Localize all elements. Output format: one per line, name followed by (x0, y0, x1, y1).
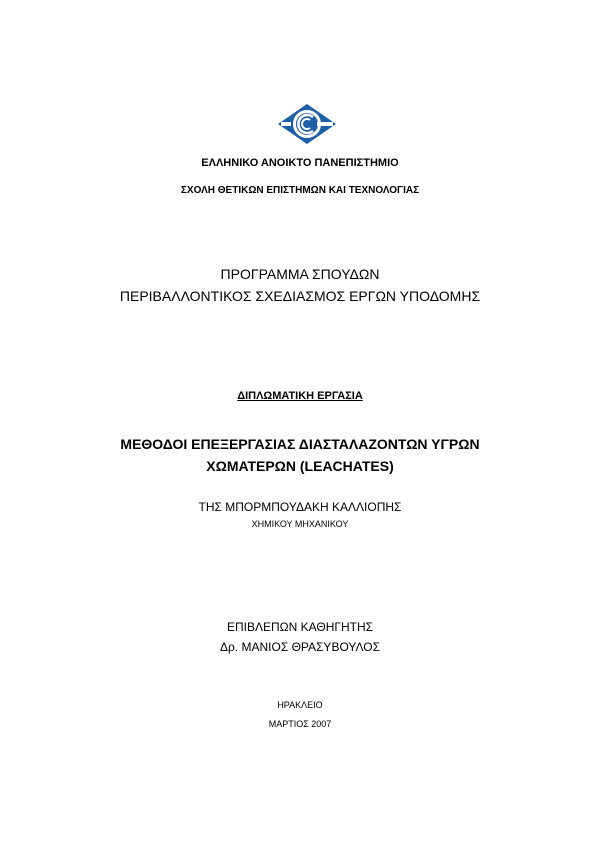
supervisor-label: ΕΠΙΒΛΕΠΩΝ ΚΑΘΗΓΗΤΗΣ (226, 620, 374, 634)
date: ΜΑΡΤΙΟΣ 2007 (268, 719, 332, 729)
program-name: ΠΕΡΙΒΑΛΛΟΝΤΙΚΟΣ ΣΧΕΔΙΑΣΜΟΣ ΕΡΓΩΝ ΥΠΟΔΟΜΗΣ (119, 288, 481, 304)
author-role: ΧΗΜΙΚΟΥ ΜΗΧΑΝΙΚΟΥ (251, 519, 349, 529)
thesis-title-line-1: ΜΕΘΟΔΟΙ ΕΠΕΞΕΡΓΑΣΙΑΣ ΔΙΑΣΤΑΛΑΖΟΝΤΩΝ ΥΓΡΩΝ (120, 436, 480, 452)
hellenic-open-university-logo (277, 103, 337, 145)
school-name: ΣΧΟΛΗ ΘΕΤΙΚΩΝ ΕΠΙΣΤΗΜΩΝ ΚΑΙ ΤΕΧΝΟΛΟΓΙΑΣ (180, 185, 420, 196)
city: ΗΡΑΚΛΕΙΟ (277, 700, 323, 710)
supervisor-name: Δρ. ΜΑΝΙΟΣ ΘΡΑΣΥΒΟΥΛΟΣ (219, 640, 381, 654)
program-label: ΠΡΟΓΡΑΜΜΑ ΣΠΟΥΔΩΝ (220, 266, 380, 282)
thesis-title-line-2: ΧΩΜΑΤΕΡΩΝ (LEACHATES) (206, 458, 394, 474)
university-name: ΕΛΛΗΝΙΚΟ ΑΝΟΙΚΤΟ ΠΑΝΕΠΙΣΤΗΜΙΟ (201, 157, 399, 169)
author-name: ΤΗΣ ΜΠΟΡΜΠΟΥΔΑΚΗ ΚΑΛΛΙΟΠΗΣ (198, 500, 402, 514)
thesis-type: ΔΙΠΛΩΜΑΤΙΚΗ ΕΡΓΑΣΙΑ (237, 390, 363, 402)
